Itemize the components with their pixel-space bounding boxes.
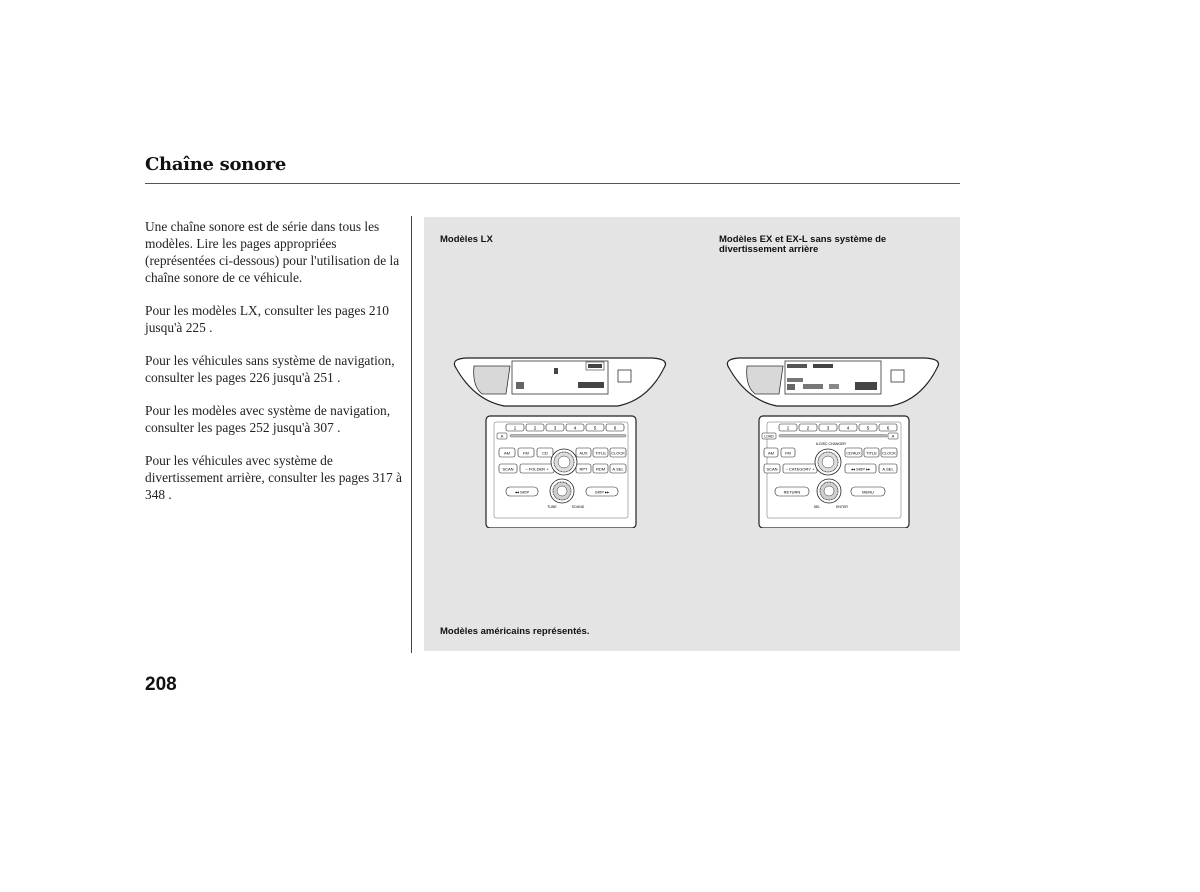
lx-folder-button: – FOLDER + [525, 466, 549, 472]
lx-preset-4: 4 [573, 425, 577, 431]
lx-preset-1: 1 [513, 425, 517, 431]
ex-enter-label: ENTER [836, 505, 848, 509]
ex-category-button: – CATEGORY + [785, 466, 815, 472]
lx-sound-label: SOUND [571, 505, 585, 509]
body-text [145, 218, 407, 519]
ex-preset-6: 6 [886, 425, 890, 431]
ex-changer-label: 6-DISC CHANGER [816, 442, 846, 446]
lx-cd-button: CD [542, 450, 548, 456]
label-ex-models: Modèles EX et EX-L sans système de divertissement arrière [719, 234, 887, 255]
ex-scan-button: SCAN [766, 466, 778, 472]
ex-preset-2: 2 [806, 425, 810, 431]
ex-audio-unit-illustration [721, 356, 947, 528]
ex-sel-label: SEL [813, 505, 821, 509]
ex-menu-button: MENU [862, 489, 874, 495]
ex-load-button: LOAD [764, 434, 774, 439]
ex-skip-button: ◂◂ SKIP ▸▸ [850, 466, 871, 472]
lx-preset-3: 3 [553, 425, 557, 431]
title-rule [145, 183, 960, 184]
ex-preset-5: 5 [866, 425, 870, 431]
ex-preset-1: 1 [786, 425, 790, 431]
lx-rpt-button: RPT [579, 466, 588, 472]
lx-audio-unit-illustration [448, 356, 674, 528]
ex-return-button: RETURN [783, 489, 801, 495]
lx-asel-button: A.SEL [612, 466, 624, 472]
lx-skip-right-button: SKIP ▸▸ [594, 489, 610, 495]
lx-scan-button: SCAN [502, 466, 514, 472]
label-lx-models: Modèles LX [440, 234, 493, 245]
ex-asel-button: A.SEL [882, 466, 894, 472]
paragraph-navigation: Pour les modèles avec système de navigation, consulter les pages 252 jusqu'à 307 . [145, 403, 391, 435]
lx-preset-5: 5 [593, 425, 597, 431]
ex-eject-button: A [891, 433, 895, 439]
ex-title-button: TITLE [866, 450, 877, 456]
ex-am-button: AM [768, 450, 774, 456]
page-title: Chaîne sonore [145, 154, 286, 175]
lx-aux-button: AUX [579, 450, 588, 456]
ex-fm-button: FM [785, 450, 791, 456]
paragraph-lx: Pour les modèles LX, consulter les pages 210 jusqu'à 225 . [145, 303, 389, 335]
lx-am-button: AM [504, 450, 510, 456]
paragraph-rear-entertainment: Pour les véhicules avec système de divertissement arrière, consulter les pages 317 à 348 . [145, 453, 402, 502]
ex-preset-3: 3 [826, 425, 830, 431]
lx-fm-button: FM [523, 450, 529, 456]
lx-preset-6: 6 [613, 425, 617, 431]
ex-preset-4: 4 [846, 425, 850, 431]
ex-cd-aux-button: CD/AUX [846, 451, 861, 456]
paragraph-no-navigation: Pour les véhicules sans système de navigation, consulter les pages 226 jusqu'à 251 . [145, 353, 395, 385]
lx-eject-button: A [500, 433, 504, 439]
column-divider [411, 216, 412, 653]
paragraph-intro: Une chaîne sonore est de série dans tous les modèles. Lire les pages appropriées (représentées ci-dessous) pour l'utilisation de la chaîne sonore de ce véhicule. [145, 219, 400, 285]
lx-clock-button: CLOCK [611, 450, 625, 456]
ex-clock-button: CLOCK [882, 450, 896, 456]
figure-caption: Modèles américains représentés. [440, 626, 590, 637]
lx-preset-2: 2 [533, 425, 537, 431]
lx-rdm-button: RDM [595, 466, 606, 472]
lx-tune-label: TUNE [547, 505, 557, 509]
page-number: 208 [145, 674, 177, 695]
lx-skip-left-button: ◂◂ SKIP [514, 489, 530, 495]
lx-title-button: TITLE [595, 450, 606, 456]
figure-panel [424, 217, 960, 651]
